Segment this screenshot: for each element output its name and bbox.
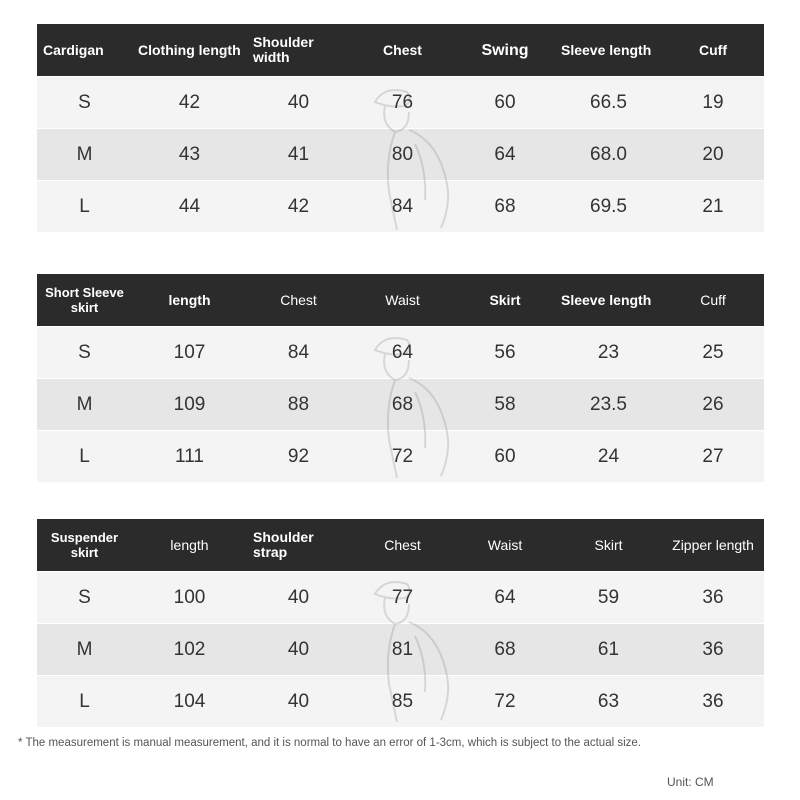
table-cell: 20 [662, 129, 764, 181]
header-cell: Skirt [455, 274, 555, 327]
table-cell: 111 [132, 431, 247, 483]
cardigan-size-table [37, 24, 764, 232]
table-cell: 100 [132, 572, 247, 624]
table-row [37, 431, 764, 483]
table-cell: 84 [350, 181, 455, 233]
table-cell: 43 [132, 129, 247, 181]
table-cell: 64 [350, 327, 455, 379]
table-cell: 68.0 [555, 129, 662, 181]
table-cell: 92 [247, 431, 350, 483]
header-cell: length [132, 274, 247, 327]
table-row [37, 129, 764, 181]
suspender-skirt-size-table [37, 519, 764, 727]
table-cell: 102 [132, 624, 247, 676]
header-cell: length [132, 519, 247, 572]
table-cell: 77 [350, 572, 455, 624]
table-cell: 59 [555, 572, 662, 624]
header-cell: Shoulder strap [247, 519, 350, 572]
table-cell: 23.5 [555, 379, 662, 431]
header-cell: Shoulder width [247, 24, 350, 77]
table-cell: 41 [247, 129, 350, 181]
table-row [37, 181, 764, 233]
table-cell: 104 [132, 676, 247, 728]
table-cell: 24 [555, 431, 662, 483]
table-header-row [37, 24, 764, 77]
table-cell: 69.5 [555, 181, 662, 233]
size-cell: S [37, 572, 132, 624]
header-cell: Sleeve length [555, 274, 662, 327]
table-cell: 81 [350, 624, 455, 676]
header-cell: Suspender skirt [37, 519, 132, 572]
table-header-row [37, 274, 764, 327]
table-cell: 40 [247, 676, 350, 728]
table-cell: 40 [247, 572, 350, 624]
table-cell: 19 [662, 77, 764, 129]
header-cell: Zipper length [662, 519, 764, 572]
table-cell: 36 [662, 572, 764, 624]
table-cell: 44 [132, 181, 247, 233]
table-cell: 40 [247, 77, 350, 129]
header-cell: Cardigan [37, 24, 132, 77]
size-cell: L [37, 431, 132, 483]
measurement-note: * The measurement is manual measurement, and it is normal to have an error of 1-3cm, which is subject to the actual size. [18, 737, 641, 749]
table-cell: 85 [350, 676, 455, 728]
header-cell: Clothing length [132, 24, 247, 77]
table-cell: 64 [455, 572, 555, 624]
header-cell: Waist [350, 274, 455, 327]
table-row [37, 624, 764, 676]
table-row [37, 676, 764, 728]
header-cell: Skirt [555, 519, 662, 572]
table-cell: 63 [555, 676, 662, 728]
table-cell: 68 [455, 181, 555, 233]
table-row [37, 77, 764, 129]
table-cell: 42 [132, 77, 247, 129]
table-cell: 26 [662, 379, 764, 431]
table-header-row [37, 519, 764, 572]
table-cell: 27 [662, 431, 764, 483]
table-cell: 36 [662, 624, 764, 676]
table-cell: 60 [455, 77, 555, 129]
table-cell: 56 [455, 327, 555, 379]
table-cell: 72 [455, 676, 555, 728]
size-cell: M [37, 129, 132, 181]
table-cell: 80 [350, 129, 455, 181]
table-cell: 23 [555, 327, 662, 379]
header-cell: Cuff [662, 274, 764, 327]
size-cell: L [37, 181, 132, 233]
table-row [37, 327, 764, 379]
table-cell: 68 [455, 624, 555, 676]
table-cell: 25 [662, 327, 764, 379]
table-cell: 68 [350, 379, 455, 431]
header-cell: Sleeve length [555, 24, 662, 77]
header-cell: Waist [455, 519, 555, 572]
header-cell: Chest [247, 274, 350, 327]
table-cell: 76 [350, 77, 455, 129]
table-cell: 42 [247, 181, 350, 233]
table-cell: 60 [455, 431, 555, 483]
short-sleeve-skirt-size-table [37, 274, 764, 482]
header-cell: Swing [455, 24, 555, 77]
table-row [37, 379, 764, 431]
table-cell: 36 [662, 676, 764, 728]
size-cell: M [37, 379, 132, 431]
table-cell: 21 [662, 181, 764, 233]
table-row [37, 572, 764, 624]
table-cell: 66.5 [555, 77, 662, 129]
table-cell: 88 [247, 379, 350, 431]
table-cell: 64 [455, 129, 555, 181]
header-cell: Chest [350, 24, 455, 77]
header-cell: Chest [350, 519, 455, 572]
size-cell: L [37, 676, 132, 728]
unit-label: Unit: CM [667, 775, 714, 789]
table-cell: 84 [247, 327, 350, 379]
size-cell: S [37, 77, 132, 129]
table-cell: 107 [132, 327, 247, 379]
table-cell: 58 [455, 379, 555, 431]
size-cell: S [37, 327, 132, 379]
table-cell: 109 [132, 379, 247, 431]
header-cell: Short Sleeve skirt [37, 274, 132, 327]
size-cell: M [37, 624, 132, 676]
table-cell: 40 [247, 624, 350, 676]
header-cell: Cuff [662, 24, 764, 77]
table-cell: 72 [350, 431, 455, 483]
table-cell: 61 [555, 624, 662, 676]
